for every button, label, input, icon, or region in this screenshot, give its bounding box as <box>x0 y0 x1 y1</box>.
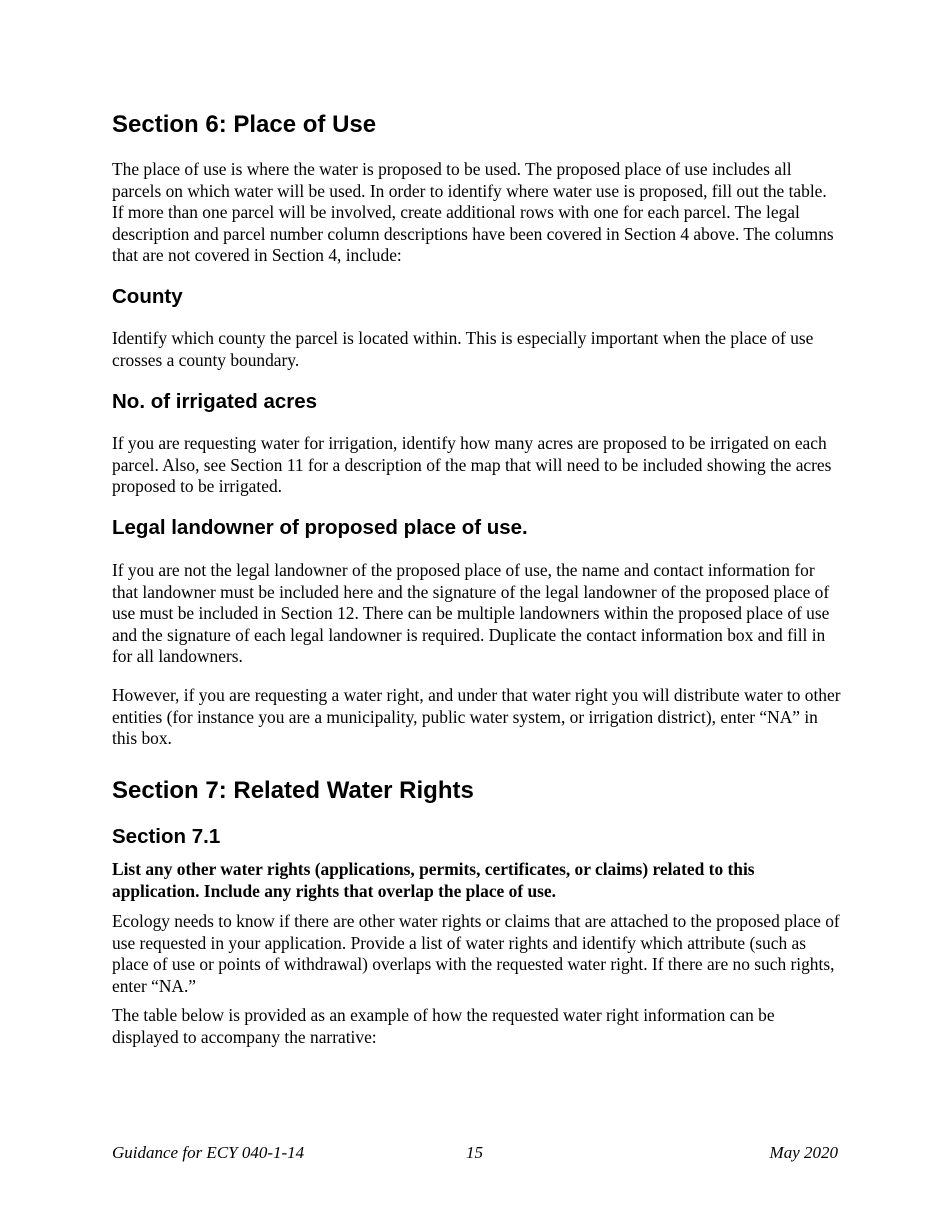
section-7-1-text-2: The table below is provided as an example of how the requested water right information can be displayed to accompany the narrative: <box>112 1005 775 1047</box>
landowner-text-2: However, if you are requesting a water right, and under that water right you will distribute water to other entities (for instance you are a municipality, public water system, or irrigation district), enter “NA” in this box. <box>112 685 841 748</box>
section-7-1-text-1: Ecology needs to know if there are other water rights or claims that are attached to the proposed place of use requested in your application. Provide a list of water rights and identify which attribute (such as place of use or points of withdrawal) overlaps with the requested water right. If there are no such rights, enter “NA.” <box>112 911 840 996</box>
county-text: Identify which county the parcel is located within. This is especially important when the place of use crosses a county boundary. <box>112 328 814 370</box>
section-7-title: Section 7: Related Water Rights <box>112 777 474 804</box>
county-heading: County <box>112 285 183 308</box>
irrigated-acres-heading: No. of irrigated acres <box>112 390 318 413</box>
section-6-intro: The place of use is where the water is proposed to be used. The proposed place of use includes all parcels on which water will be used. In order to identify where water use is proposed, fill out the table. If more than one parcel will be involved, create additional rows with one for each parcel. The legal description and parcel number column descriptions have been covered in Section 4 above. The columns that are not covered in Section 4, include: <box>112 159 834 265</box>
landowner-text-1: If you are not the legal landowner of the proposed place of use, the name and contact information for that landowner must be included here and the signature of the legal landowner of the proposed place of use must be included in Section 12. There can be multiple landowners within the proposed place of use and the signature of each legal landowner is required. Duplicate the contact information box and fill in for all landowners. <box>112 560 830 666</box>
footer-date: May 2020 <box>769 1143 838 1162</box>
irrigated-acres-text: If you are requesting water for irrigation, identify how many acres are proposed to be irrigated on each parcel. Also, see Section 11 for a description of the map that will need to be included showing the acres proposed to be irrigated. <box>112 433 832 496</box>
section-7-1-heading: Section 7.1 <box>112 825 221 848</box>
footer-document-title: Guidance for ECY 040-1-14 <box>112 1143 305 1162</box>
section-7-1-instruction: List any other water rights (applications, permits, certificates, or claims) related to this application. Include any rights that overlap the place of use. <box>112 859 755 901</box>
landowner-heading: Legal landowner of proposed place of use. <box>112 516 528 539</box>
section-6-title: Section 6: Place of Use <box>112 111 377 138</box>
footer-page-number: 15 <box>466 1143 483 1162</box>
